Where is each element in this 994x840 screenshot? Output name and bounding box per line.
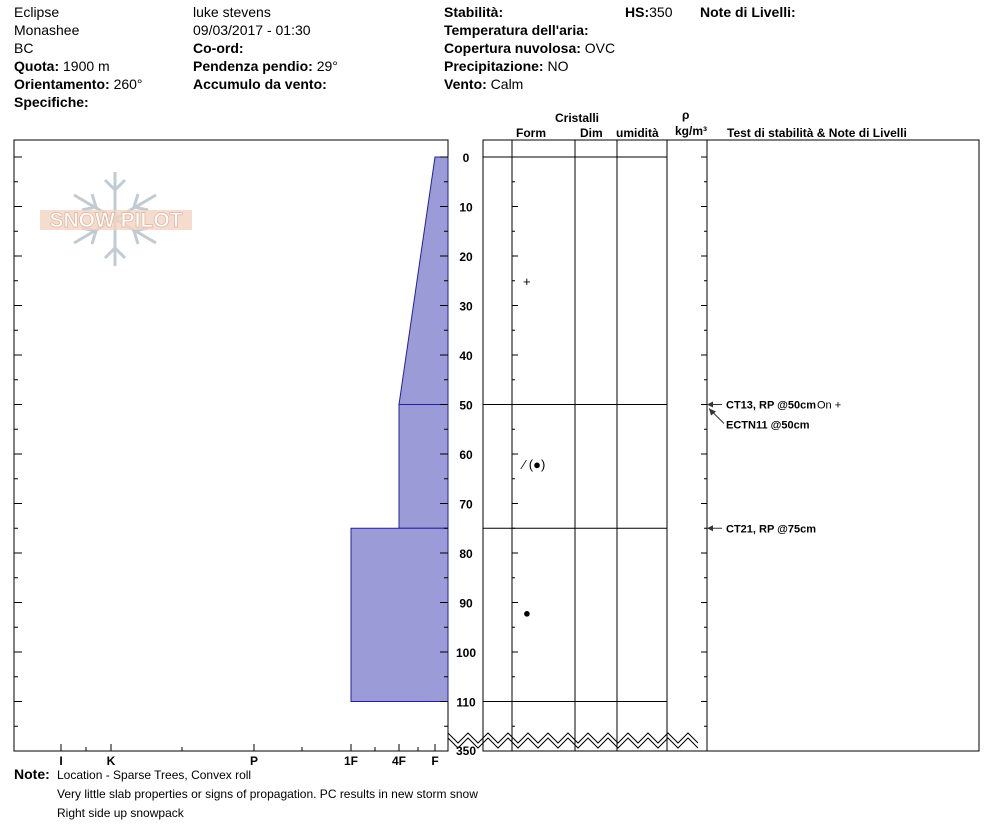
location-name: Eclipse [14, 4, 60, 20]
hardness-layer-3 [351, 528, 448, 701]
col-rho: ρ [682, 108, 690, 122]
col-rho-unit: kg/m³ [675, 124, 708, 138]
prec-value: NO [547, 58, 569, 74]
quota-value: 1900 m [63, 58, 110, 74]
hardness-tick-label: F [431, 754, 439, 768]
pend-value: 29° [316, 58, 338, 74]
col-test: Test di stabilità & Note di Livelli [727, 126, 907, 140]
spec-label: Specifiche: [14, 94, 89, 110]
note-line-3: Right side up snowpack [57, 806, 184, 820]
observer-name: luke stevens [193, 4, 271, 20]
depth-tick-label: 70 [459, 497, 473, 512]
test-label-1: CT13, RP @50cm [726, 399, 817, 412]
orient-label: Orientamento: [14, 76, 110, 92]
depth-tick-label: 80 [459, 547, 473, 561]
depth-tick-label: 50 [459, 398, 473, 413]
hs-value: 350 [649, 4, 673, 20]
note-livelli-label: Note di Livelli: [700, 4, 796, 20]
depth-tick-label: 60 [459, 448, 473, 462]
depth-bottom-label: 350 [455, 744, 477, 758]
hardness-tick-label: 1F [343, 754, 359, 768]
pend-label: Pendenza pendio: [193, 58, 313, 74]
depth-tick-label: 30 [459, 299, 473, 314]
test-label-3: CT21, RP @75cm [726, 523, 817, 536]
vento-label: Vento: [444, 76, 487, 92]
range-name: Monashee [14, 22, 80, 38]
hardness-tick-label: P [249, 754, 259, 768]
depth-tick-label: 110 [456, 695, 476, 710]
note-line-1: Location - Sparse Trees, Convex roll [57, 768, 252, 782]
coord-label: Co-ord: [193, 40, 244, 56]
orient-value: 260° [113, 76, 143, 92]
observation-date: 09/03/2017 - 01:30 [193, 22, 311, 38]
region-name: BC [14, 40, 34, 56]
zigzag-break-top [448, 733, 698, 743]
note-label: Note: [14, 766, 50, 782]
hardness-layer-2 [399, 405, 448, 529]
test-arrowhead-1 [707, 402, 713, 408]
cop-value: OVC [584, 40, 616, 56]
cop-label: Copertura nuvolosa: [444, 40, 581, 56]
zigzag-break-bottom [448, 738, 698, 748]
depth-tick-label: 90 [459, 596, 473, 611]
col-form: Form [516, 126, 546, 140]
hardness-tick-label: I [59, 754, 63, 768]
vento-value: Calm [490, 76, 524, 92]
accum-label: Accumulo da vento: [193, 76, 327, 92]
col-cristalli: Cristalli [555, 111, 600, 125]
test-arrowhead-3 [707, 525, 713, 531]
test-label-2: ECTN11 @50cm [726, 419, 810, 432]
crystal-form-3: ● [523, 605, 531, 621]
hs-label: HS: [625, 4, 650, 20]
stab-label: Stabilità: [444, 4, 504, 20]
depth-tick-label: 100 [455, 646, 477, 660]
depth-tick-label: 20 [459, 250, 473, 264]
crystal-form-1: + [523, 273, 531, 289]
depth-tick-label: 0 [462, 151, 470, 165]
crystal-form-2: ⁄ (●) [523, 456, 546, 472]
depth-tick-label: 40 [459, 349, 473, 363]
depth-tick-label: 10 [459, 200, 473, 215]
temp-label: Temperatura dell'aria: [444, 22, 589, 38]
hardness-layer-1 [399, 157, 448, 405]
hardness-tick-label: 4F [391, 754, 407, 768]
quota-label: Quota: [14, 58, 60, 74]
layers-panel [483, 140, 979, 751]
note-line-2: Very little slab properties or signs of propagation. PC results in new storm snow [57, 787, 478, 801]
prec-label: Precipitazione: [444, 58, 544, 74]
test-extra-1: On + [817, 399, 842, 412]
logo-text: SNOW PILOT [49, 209, 183, 232]
col-dim: Dim [580, 126, 603, 140]
hardness-tick-label: K [106, 754, 116, 768]
col-umidita: umidità [616, 126, 659, 140]
